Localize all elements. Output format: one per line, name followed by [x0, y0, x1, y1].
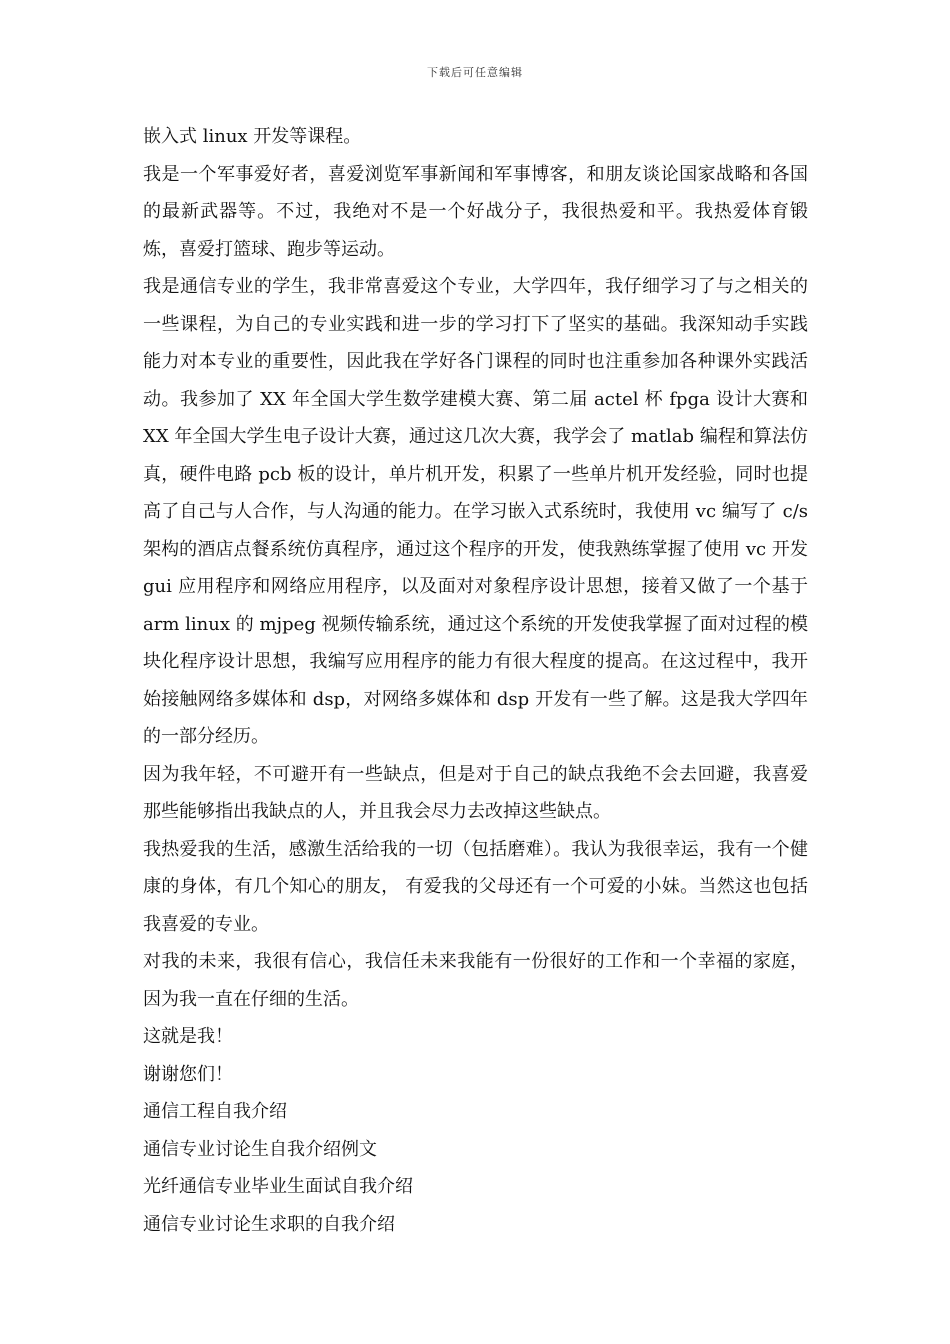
paragraph-life: 我热爱我的生活，感激生活给我的一切（包括磨难）。我认为我很幸运，我有一个健康的身体，有几个知心的朋友， 有爱我的父母还有一个可爱的小妹。当然这也包括我喜爱的专业。 [143, 838, 808, 935]
paragraph-course-end: 嵌入式 linux 开发等课程。 [143, 126, 362, 147]
paragraph-major-experience: 我是通信专业的学生，我非常喜爱这个专业，大学四年，我仔细学习了与之相关的一些课程，为自己的专业实践和进一步的学习打下了坚实的基础。我深知动手实践能力对本专业的重要性，因此我在学好各门课程的同时也注重参加各种课外实践活动。我参加了 XX 年全国大学生数学建模大赛、第二届 actel 杯 fpga 设计大赛和 XX 年全国大学生电子设计大赛，通过这几次大赛，我学会了 matlab 编程和算法仿真，硬件电路 pcb 板的设计，单片机开发，积累了一些单片机开发经验，同时也提高了自己与人合作，与人沟通的能力。在学习嵌入式系统时，我使用 vc 编写了 c/s 架构的酒店点餐系统仿真程序，通过这个程序的开发，使我熟练掌握了使用 vc 开发 gui 应用程序和网络应用程序，以及面对对象程序设计思想，接着又做了一个基于 arm linux 的 mjpeg 视频传输系统，通过这个系统的开发使我掌握了面对过程的模块化程序设计思想，我编写应用程序的能力有很大程度的提高。在这过程中，我开始接触网络多媒体和 dsp，对网络多媒体和 dsp 开发有一些了解。这是我大学四年的一部分经历。 [143, 276, 808, 747]
paragraph-future: 对我的未来，我很有信心，我信任未来我能有一份很好的工作和一个幸福的家庭，因为我一直在仔细的生活。 [143, 951, 808, 1010]
related-article-link[interactable]: 光纤通信专业毕业生面试自我介绍 [143, 1176, 413, 1197]
document-body [143, 118, 808, 1243]
page-header-note: 下载后可任意编辑 [427, 66, 523, 79]
paragraph-title-related: 通信工程自我介绍 [143, 1101, 287, 1122]
paragraph-hobbies: 我是一个军事爱好者，喜爱浏览军事新闻和军事博客，和朋友谈论国家战略和各国的最新武器等。不过，我绝对不是一个好战分子，我很热爱和平。我热爱体育锻炼，喜爱打篮球、跑步等运动。 [143, 163, 808, 260]
paragraph-thanks: 谢谢您们！ [143, 1063, 233, 1085]
related-article-link[interactable]: 通信专业讨论生自我介绍例文 [143, 1138, 377, 1160]
related-article-link[interactable]: 通信专业讨论生求职的自我介绍 [143, 1213, 395, 1235]
paragraph-shortcomings: 因为我年轻，不可避开有一些缺点，但是对于自己的缺点我绝不会去回避，我喜爱那些能够指出我缺点的人，并且我会尽力去改掉这些缺点。 [143, 763, 808, 822]
paragraph-this-is-me: 这就是我！ [143, 1026, 233, 1047]
